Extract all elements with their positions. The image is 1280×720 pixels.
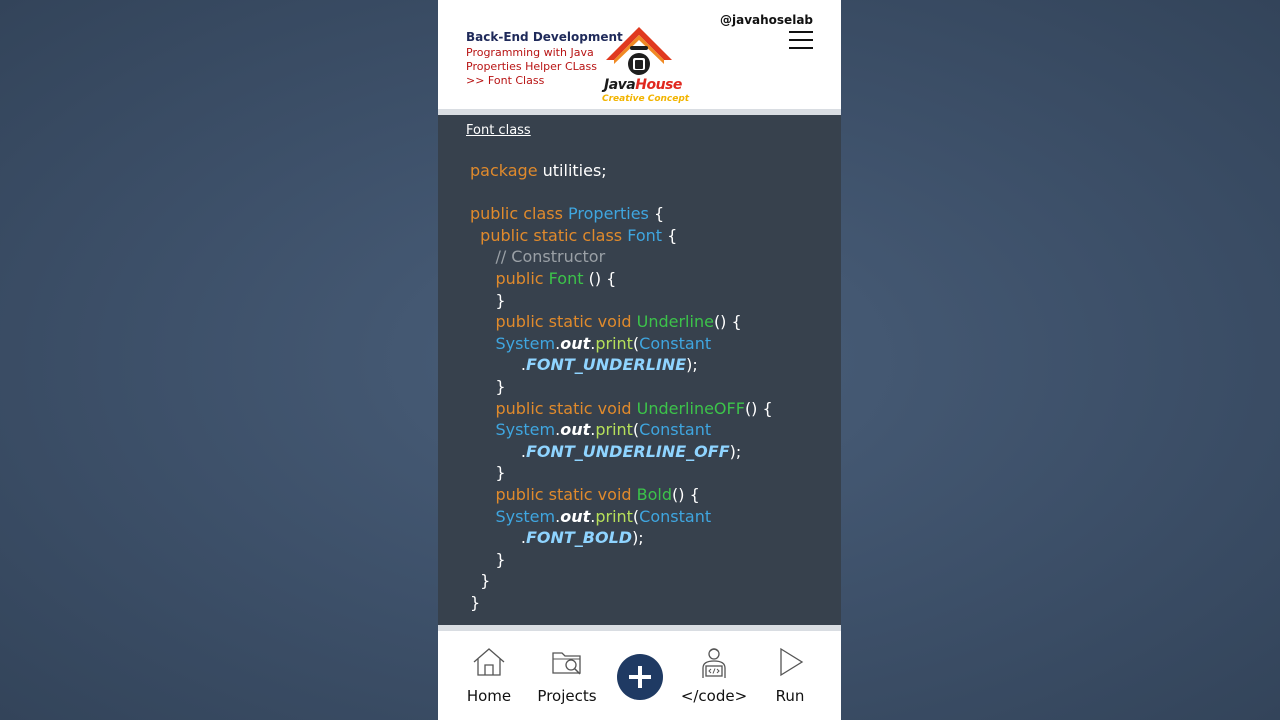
- home-icon: [472, 646, 506, 678]
- code-token: Font: [548, 268, 584, 288]
- code-token: FONT_BOLD: [525, 528, 633, 548]
- code-token: [470, 485, 495, 504]
- code-token: Font: [627, 225, 663, 245]
- nav-home[interactable]: [449, 631, 529, 720]
- code-line: [470, 462, 773, 484]
- code-token: }: [470, 290, 506, 310]
- code-line: [470, 441, 773, 463]
- code-token: [470, 269, 495, 288]
- code-token: .: [555, 420, 561, 440]
- code-token: [470, 420, 495, 439]
- code-token: [470, 226, 480, 245]
- code-token: () {: [672, 484, 700, 504]
- code-token: (: [632, 333, 640, 353]
- code-token: [470, 507, 495, 526]
- code-token: utilities;: [537, 161, 607, 180]
- code-token: .: [590, 506, 596, 526]
- code-token: package: [470, 161, 538, 180]
- code-token: Constant: [639, 506, 712, 526]
- code-token: print: [595, 333, 633, 353]
- code-token: public: [495, 268, 549, 288]
- hamburger-menu-icon[interactable]: [789, 31, 813, 49]
- code-line: [470, 203, 773, 225]
- code-line: [470, 246, 773, 268]
- code-token: Bold: [636, 484, 672, 504]
- code-token: .: [470, 441, 526, 461]
- code-line: [470, 419, 773, 441]
- code-token: System: [495, 333, 556, 353]
- code-token: System: [495, 420, 556, 440]
- code-line: [470, 268, 773, 290]
- code-line: [470, 527, 773, 549]
- code-token: .: [470, 528, 526, 548]
- code-line: [470, 506, 773, 528]
- phone-frame: [438, 0, 841, 720]
- code-token: print: [595, 420, 633, 440]
- code-token: {: [662, 225, 678, 245]
- code-token: public class: [470, 204, 569, 224]
- code-line: [470, 290, 773, 312]
- code-token: (: [632, 506, 640, 526]
- code-token: }: [470, 592, 481, 612]
- code-line: [470, 398, 773, 420]
- code-token: Underline: [636, 312, 714, 332]
- developer-icon: [697, 646, 731, 680]
- code-token: [470, 312, 495, 331]
- code-line: [470, 570, 773, 592]
- code-token: System: [495, 506, 556, 526]
- app-header: [438, 0, 841, 109]
- code-token: .: [590, 420, 596, 440]
- code-token: }: [470, 571, 491, 591]
- code-token: }: [470, 549, 506, 569]
- code-token: public static class: [480, 225, 628, 245]
- header-subtitle-2: Properties Helper CLass: [466, 60, 597, 73]
- code-token: FONT_UNDERLINE: [525, 355, 687, 375]
- code-line: [470, 592, 773, 614]
- code-token: out: [560, 420, 591, 440]
- code-token: print: [595, 506, 633, 526]
- code-token: }: [470, 376, 506, 396]
- code-line: [470, 549, 773, 571]
- nav-projects[interactable]: [527, 631, 607, 720]
- code-line: [470, 160, 773, 182]
- code-token: () {: [744, 398, 773, 418]
- code-line: [470, 333, 773, 355]
- code-token: .: [590, 333, 596, 353]
- header-title: Back-End Development: [466, 30, 623, 44]
- code-token: FONT_UNDERLINE_OFF: [525, 441, 730, 461]
- code-token: {: [648, 204, 665, 224]
- nav-label-home: Home: [466, 687, 512, 705]
- code-panel: [438, 115, 841, 625]
- code-token: Properties: [568, 204, 649, 224]
- logo-tagline: Creative Concept: [602, 94, 690, 104]
- code-token: Constant: [639, 420, 712, 440]
- code-token: // Constructor: [495, 247, 606, 267]
- code-token: [470, 247, 495, 266]
- code-token: );: [686, 355, 698, 375]
- code-token: .: [555, 333, 561, 353]
- code-token: );: [729, 441, 742, 461]
- code-token: .: [555, 506, 561, 526]
- add-button[interactable]: [617, 654, 663, 700]
- header-subtitle-1: Programming with Java: [466, 46, 594, 59]
- code-token: out: [560, 333, 591, 353]
- code-line: [470, 376, 773, 398]
- code-token: [470, 399, 495, 418]
- folder-search-icon: [550, 646, 584, 678]
- nav-label-run: Run: [775, 687, 805, 705]
- code-section-link[interactable]: Font class: [466, 123, 531, 138]
- code-token: .: [470, 355, 526, 375]
- play-icon: [773, 646, 807, 678]
- bottom-navigation: [438, 631, 841, 720]
- code-token: }: [470, 463, 506, 483]
- nav-code[interactable]: [674, 631, 754, 720]
- header-subtitle-3: >> Font Class: [466, 74, 545, 87]
- code-line: [470, 311, 773, 333]
- account-handle: @javahoselab: [720, 13, 813, 27]
- code-token: () {: [583, 268, 617, 288]
- code-token: );: [632, 528, 644, 548]
- code-token: public static void: [495, 312, 637, 332]
- nav-label-projects: Projects: [537, 687, 597, 705]
- nav-run[interactable]: [750, 631, 830, 720]
- nav-label-code: </code>: [680, 687, 748, 705]
- code-block: [470, 160, 773, 613]
- code-line: [470, 225, 773, 247]
- code-token: UnderlineOFF: [636, 398, 745, 418]
- code-line: [470, 484, 773, 506]
- code-token: public static void: [495, 398, 637, 418]
- code-token: () {: [713, 312, 742, 332]
- code-token: (: [632, 420, 640, 440]
- code-line: [470, 182, 773, 204]
- code-token: Constant: [639, 333, 712, 353]
- code-token: out: [560, 506, 591, 526]
- code-line: [470, 354, 773, 376]
- code-token: [470, 334, 495, 353]
- logo-wordmark: JavaHouse: [604, 77, 682, 93]
- code-token: public static void: [495, 484, 637, 504]
